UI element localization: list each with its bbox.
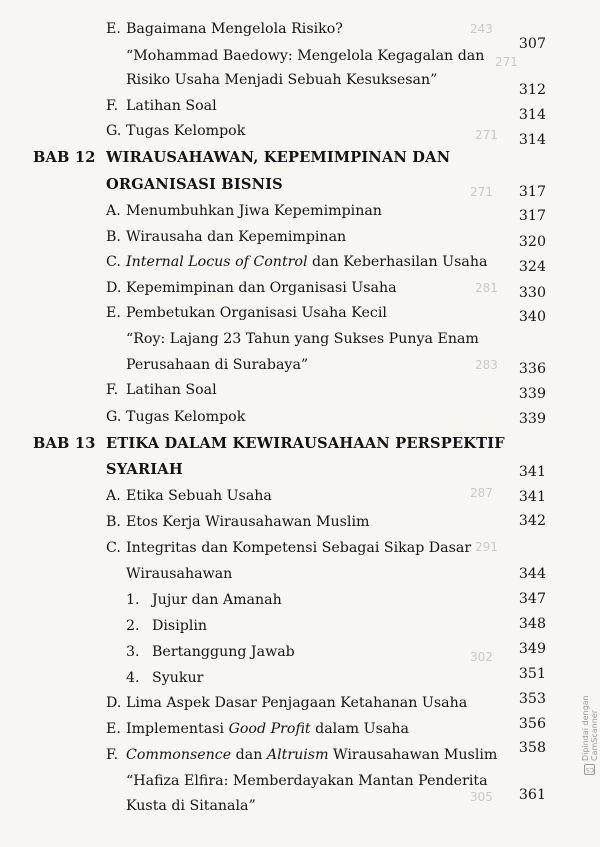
- page-number: 351: [518, 666, 546, 682]
- chapter-heading: BAB 12 WIRAUSAHAWAN, KEPEMIMPINAN DAN: [33, 149, 451, 166]
- page-number: 347: [518, 591, 546, 607]
- toc-entry: Risiko Usaha Menjadi Sebuah Kesuksesan”: [126, 72, 438, 88]
- page-number: 341: [518, 489, 546, 505]
- page-number: 348: [518, 616, 546, 632]
- chapter-heading: ORGANISASI BISNIS: [106, 176, 283, 193]
- page-number: 341: [518, 464, 546, 480]
- toc-entry: D. Lima Aspek Dasar Penjagaan Ketahanan Usaha: [106, 695, 468, 711]
- toc-entry: “Mohammad Baedowy: Mengelola Kegagalan dan: [126, 48, 485, 64]
- toc-entry: D. Kepemimpinan dan Organisasi Usaha: [106, 280, 397, 296]
- toc-entry: B. Etos Kerja Wirausahawan Muslim: [106, 514, 370, 530]
- toc-entry: F. Commonsence dan Altruism Wirausahawan Muslim: [106, 747, 498, 763]
- toc-entry: Perusahaan di Surabaya”: [126, 357, 309, 373]
- page-number: 342: [518, 513, 546, 529]
- toc-entry: E. Implementasi Good Profit dalam Usaha: [106, 721, 409, 737]
- page-number: 324: [518, 259, 546, 275]
- toc-entry: 3. Bertanggung Jawab: [126, 644, 295, 660]
- page-number: 336: [518, 361, 546, 377]
- toc-entry: Kusta di Sitanala”: [126, 798, 256, 814]
- bleed-text: 281: [475, 281, 498, 295]
- toc-entry: “Hafiza Elfira: Memberdayakan Mantan Penderita: [126, 773, 488, 789]
- page-number: 339: [518, 411, 546, 427]
- bleed-text: 271: [475, 128, 498, 142]
- bleed-text: 271: [495, 55, 518, 69]
- toc-entry: F. Latihan Soal: [106, 382, 217, 398]
- toc-entry: 4. Syukur: [126, 670, 204, 686]
- toc-entry: “Roy: Lajang 23 Tahun yang Sukses Punya Enam: [126, 331, 479, 347]
- scanner-watermark: [582, 645, 598, 775]
- bleed-text: 243: [470, 22, 493, 36]
- toc-entry: C. Internal Locus of Control dan Keberhasilan Usaha: [106, 254, 488, 270]
- bleed-text: 291: [475, 540, 498, 554]
- toc-entry: 2. Disiplin: [126, 618, 208, 634]
- chapter-heading: SYARIAH: [106, 461, 183, 478]
- camscanner-icon: CS: [586, 766, 594, 773]
- page-number: 356: [518, 716, 546, 732]
- bleed-text: 302: [470, 650, 493, 664]
- page-number: 339: [518, 386, 546, 402]
- toc-entry: E. Pembetukan Organisasi Usaha Kecil: [106, 305, 387, 321]
- bleed-text: 287: [470, 486, 493, 500]
- page-number: 344: [518, 566, 546, 582]
- toc-entry: A. Menumbuhkan Jiwa Kepemimpinan: [106, 203, 382, 219]
- watermark-text: Dipindai dengan CamScanner: [581, 695, 599, 761]
- page-number: 317: [518, 208, 546, 224]
- bleed-text: 271: [470, 185, 493, 199]
- page-number: 349: [518, 641, 546, 657]
- toc-entry: Wirausahawan: [126, 566, 233, 582]
- toc-entry: B. Wirausaha dan Kepemimpinan: [106, 229, 347, 245]
- toc-entry: F. Latihan Soal: [106, 98, 217, 114]
- page-number: 312: [518, 82, 546, 98]
- toc-entry: C. Integritas dan Kompetensi Sebagai Sikap Dasar: [106, 540, 472, 556]
- page-number: 361: [518, 787, 546, 803]
- page-number: 330: [518, 285, 546, 301]
- bleed-text: 283: [475, 358, 498, 372]
- page-number: 358: [518, 740, 546, 756]
- chapter-heading: BAB 13 ETIKA DALAM KEWIRAUSAHAAN PERSPEKTIF: [33, 435, 505, 452]
- page-number: 353: [518, 691, 546, 707]
- page-number: 340: [518, 309, 546, 325]
- bleed-text: 305: [470, 790, 493, 804]
- page-number: 314: [518, 107, 546, 123]
- toc-entry: 1. Jujur dan Amanah: [126, 592, 282, 608]
- toc-entry: A. Etika Sebuah Usaha: [106, 488, 272, 504]
- page-number: 307: [518, 36, 546, 52]
- page-number: 317: [518, 184, 546, 200]
- page-number: 314: [518, 132, 546, 148]
- page-number: 320: [518, 234, 546, 250]
- toc-entry: G. Tugas Kelompok: [106, 409, 246, 425]
- toc-entry: E. Bagaimana Mengelola Risiko?: [106, 21, 343, 37]
- toc-entry: G. Tugas Kelompok: [106, 123, 246, 139]
